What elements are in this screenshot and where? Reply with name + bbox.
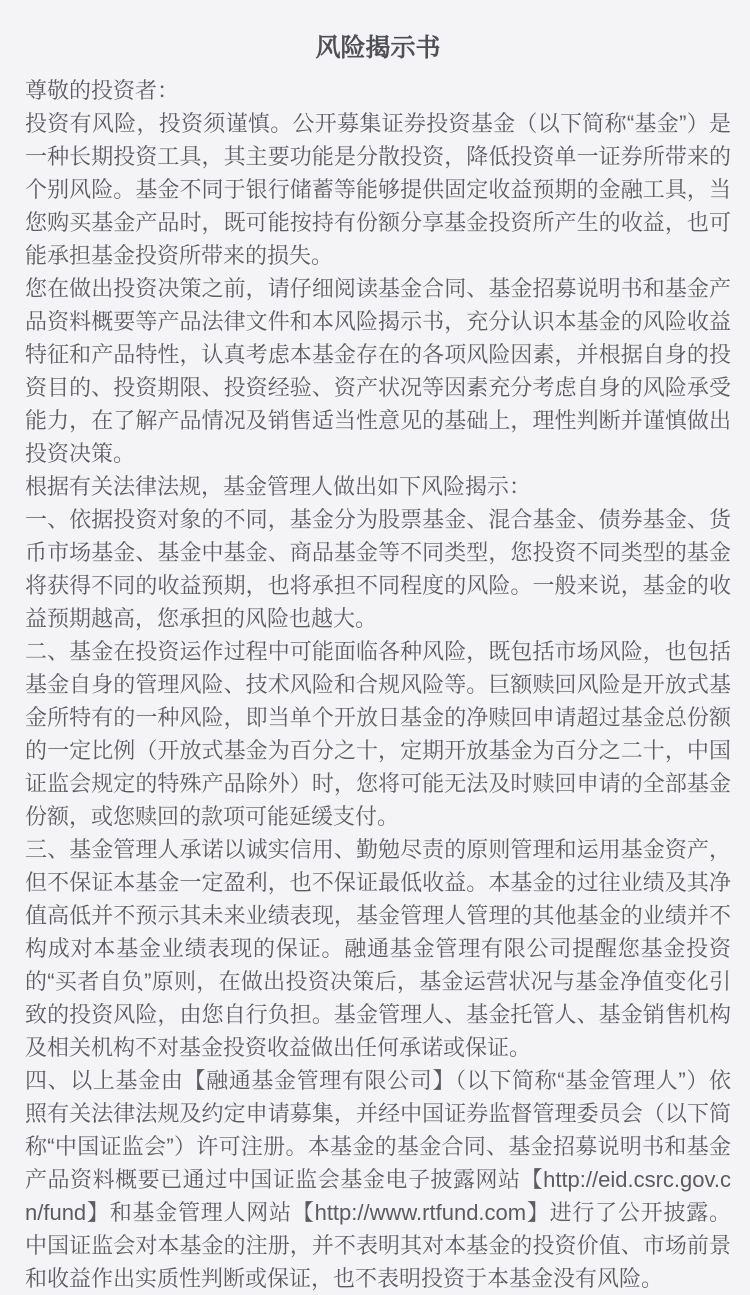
paragraph-intro-risk: 投资有风险，投资须谨慎。公开募集证券投资基金（以下简称“基金”）是一种长期投资工具，其主要功能是分散投资，降低投资单一证券所带来的个别风险。基金不同于银行储蓄等能够提供固定收益预期的金融工具，当您购买基金产品时，既可能按持有份额分享基金投资所产生的收益，也可能承担基金投资所带来的损失。 [25,111,731,268]
paragraph-read-documents-advice: 您在做出投资决策之前，请仔细阅读基金合同、基金招募说明书和基金产品资料概要等产品法律文件和本风险揭示书，充分认识本基金的风险收益特征和产品特性，认真考虑本基金存在的各项风险因素，并根据自身的投资目的、投资期限、投资经验、资产状况等因素充分考虑自身的风险承受能力，在了解产品情况及销售适当性意见的基础上，理性判断并谨慎做出投资决策。 [25,276,731,466]
paragraph-disclosure-lead-in: 根据有关法律法规，基金管理人做出如下风险揭示： [25,474,532,499]
paragraph-risk-item-4-registration: 四、以上基金由【融通基金管理有限公司】（以下简称“基金管理人”）依照有关法律法规及约定申请募集，并经中国证券监督管理委员会（以下简称“中国证监会”）许可注册。本基金的基金合同、基金招募说明书和基金产品资料概要已通过中国证监会基金电子披露网站【http://eid.csrc.gov.cn/fund】和基金管理人网站【http://www.rtfund.com】进行了公开披露。中国证监会对本基金的注册，并不表明其对本基金的投资价值、市场前景和收益作出实质性判断或保证，也不表明投资于本基金没有风险。 [25,1068,731,1291]
paragraph-greeting: 尊敬的投资者： [25,78,180,103]
page-title: 风险揭示书 [315,34,441,62]
paragraph-risk-item-1-fund-types: 一、依据投资对象的不同，基金分为股票基金、混合基金、债券基金、货币市场基金、基金中基金、商品基金等不同类型，您投资不同类型的基金将获得不同的收益预期，也将承担不同程度的风险。一般来说，基金的收益预期越高，您承担的风险也越大。 [25,507,731,631]
paragraph-risk-item-3-no-guarantee: 三、基金管理人承诺以诚实信用、勤勉尽责的原则管理和运用基金资产，但不保证本基金一定盈利，也不保证最低收益。本基金的过往业绩及其净值高低并不预示其未来业绩表现，基金管理人管理的其他基金的业绩并不构成对本基金业绩表现的保证。融通基金管理有限公司提醒您基金投资的“买者自负”原则，在做出投资决策后，基金运营状况与基金净值变化引致的投资风险，由您自行负担。基金管理人、基金托管人、基金销售机构及相关机构不对基金投资收益做出任何承诺或保证。 [25,837,731,1060]
paragraph-risk-item-2-operation-risks: 二、基金在投资运作过程中可能面临各种风险，既包括市场风险，也包括基金自身的管理风险、技术风险和合规风险等。巨额赎回风险是开放式基金所特有的一种风险，即当单个开放日基金的净赎回申请超过基金总份额的一定比例（开放式基金为百分之十，定期开放基金为百分之二十，中国证监会规定的特殊产品除外）时，您将可能无法及时赎回申请的全部基金份额，或您赎回的款项可能延缓支付。 [25,639,731,829]
